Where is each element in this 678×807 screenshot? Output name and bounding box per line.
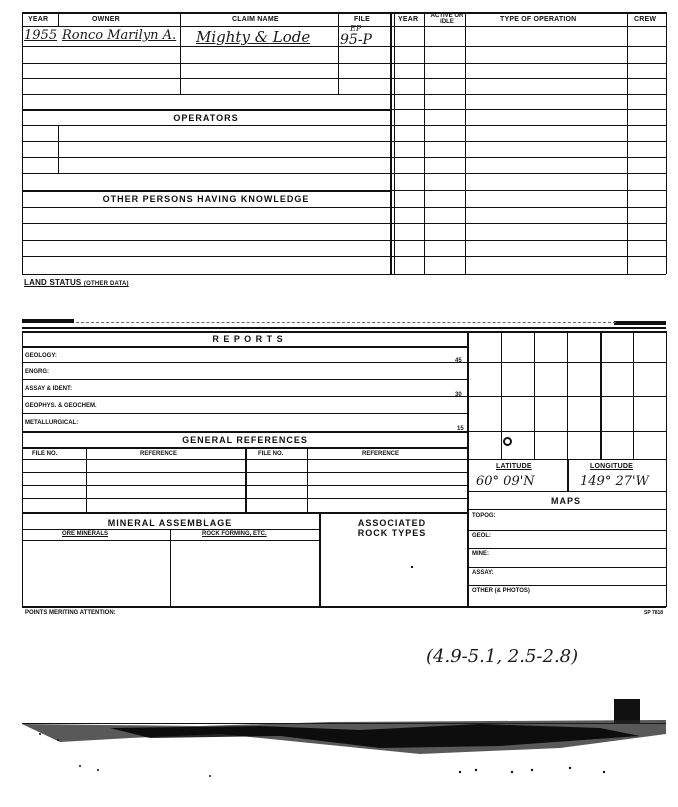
report-assay: ASSAY & IDENT:: [25, 386, 73, 392]
report-geology: GEOLOGY:: [25, 353, 57, 359]
entry-file-mark: EP: [350, 24, 362, 33]
latitude-label: LATITUDE: [496, 463, 532, 470]
header-year: YEAR: [28, 16, 49, 23]
entry-year: 1955: [24, 28, 58, 43]
latitude-value: 60° 09'N: [476, 474, 535, 489]
longitude-label: LONGITUDE: [590, 463, 634, 470]
smear-left: [22, 319, 74, 323]
other-persons-heading: OTHER PERSONS HAVING KNOWLEDGE: [102, 194, 310, 204]
location-marker-icon: [503, 437, 512, 446]
header-file: FILE: [354, 16, 370, 23]
general-references-heading: GENERAL REFERENCES: [182, 435, 308, 445]
ref-file-no: FILE NO.: [32, 451, 58, 457]
operators-heading: OPERATORS: [173, 113, 239, 123]
maps-mine: MINE:: [472, 551, 489, 557]
smear-right: [614, 321, 666, 325]
entry-owner: Ronco Marilyn A.: [62, 28, 177, 43]
maps-heading: MAPS: [550, 496, 582, 506]
report-number-45: 45: [455, 358, 462, 364]
rock-forming-label: ROCK FORMING, ETC.: [202, 531, 267, 537]
header-crew: CREW: [634, 16, 657, 23]
report-metallurgical: METALLURGICAL:: [25, 420, 79, 426]
header-type-of-operation: TYPE OF OPERATION: [500, 16, 577, 23]
points-meriting-label: POINTS MERITING ATTENTION:: [25, 610, 116, 616]
ref-reference: REFERENCE: [140, 451, 178, 457]
longitude-value: 149° 27'W: [580, 474, 649, 489]
report-number-30: 30: [455, 392, 462, 398]
header-year-2: YEAR: [398, 16, 419, 23]
header-active-idle: ACTIVE OR IDLE: [430, 13, 464, 25]
form-number: SP 7818: [644, 610, 664, 616]
entry-claim-name: Mighty & Lode: [196, 28, 311, 46]
mineral-assemblage-heading: MINERAL ASSEMBLAGE: [107, 518, 233, 528]
maps-geol: GEOL:: [472, 533, 491, 539]
maps-other: OTHER (& PHOTOS): [472, 588, 530, 594]
report-geophys: GEOPHYS. & GEOCHEM.: [25, 403, 97, 409]
reports-heading: R E P O R T S: [212, 334, 284, 344]
header-claim-name: CLAIM NAME: [232, 16, 279, 23]
ref-file-no-2: FILE NO.: [258, 451, 284, 457]
land-status-label: LAND STATUS (OTHER DATA): [24, 278, 129, 287]
header-owner: OWNER: [92, 16, 120, 23]
ref-reference-2: REFERENCE: [362, 451, 400, 457]
report-number-15: 15: [457, 426, 464, 432]
entry-file: 95-P: [340, 32, 372, 48]
ore-minerals-label: ORE MINERALS: [62, 531, 109, 537]
maps-topog: TOPOG:: [472, 513, 496, 519]
maps-assay: ASSAY:: [472, 570, 494, 576]
report-engrg: ENGRG:: [25, 369, 49, 375]
handwritten-code: (4.9-5.1, 2.5-2.8): [426, 646, 579, 667]
associated-rock-types-heading: ASSOCIATED ROCK TYPES: [357, 518, 427, 538]
